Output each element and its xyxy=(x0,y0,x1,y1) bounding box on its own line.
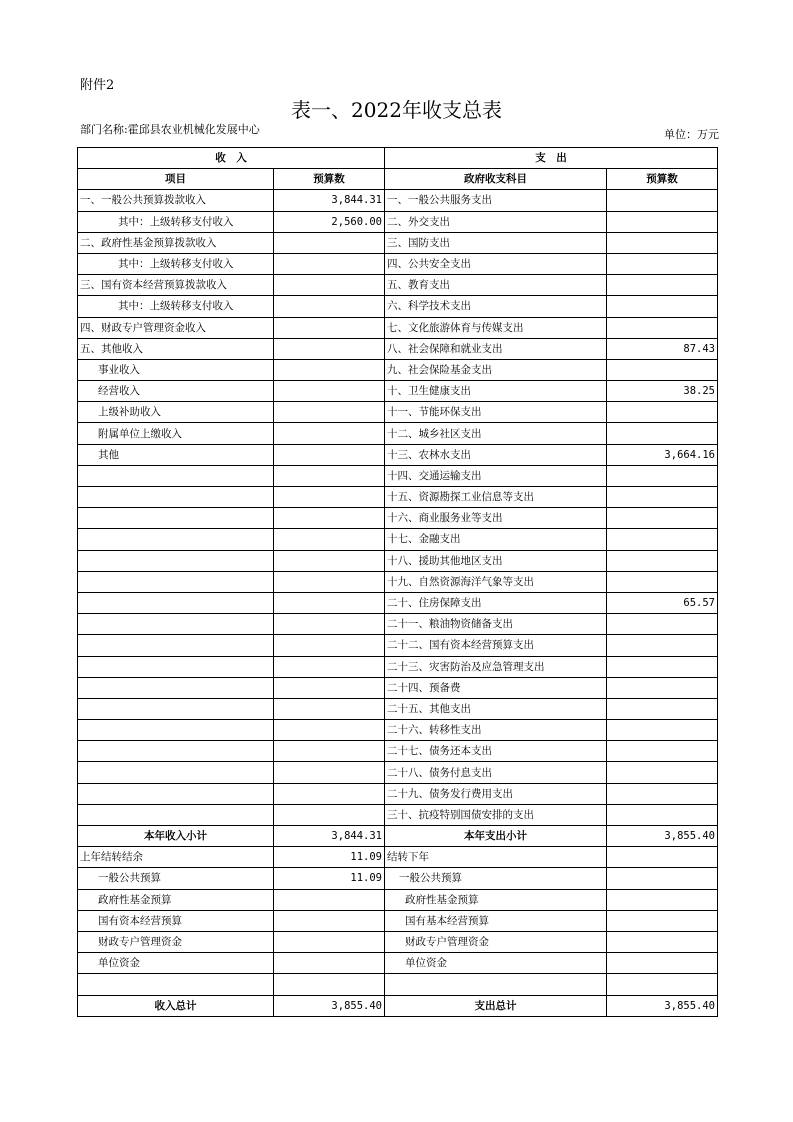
expense-amount xyxy=(607,974,718,995)
table-row xyxy=(78,317,718,338)
table-row xyxy=(78,529,718,550)
income-amount xyxy=(274,614,385,635)
expense-amount xyxy=(607,359,718,380)
col-subject-header: 政府收支科目 xyxy=(385,169,607,190)
carry-row xyxy=(78,847,718,868)
table-row xyxy=(78,465,718,486)
subtotal-row xyxy=(78,826,718,847)
expense-item: 十六、商业服务业等支出 xyxy=(385,508,607,529)
expense-item: 二、外交支出 xyxy=(385,211,607,232)
expense-item: 二十二、国有资本经营预算支出 xyxy=(385,635,607,656)
income-amount xyxy=(274,592,385,613)
expense-amount xyxy=(607,253,718,274)
income-item xyxy=(78,698,274,719)
income-amount xyxy=(274,402,385,423)
income-amount xyxy=(274,338,385,359)
expense-item: 十二、城乡社区支出 xyxy=(385,423,607,444)
expense-item: 二十三、灾害防治及应急管理支出 xyxy=(385,656,607,677)
unit-label: 单位：万元 xyxy=(664,128,719,141)
income-amount xyxy=(274,677,385,698)
expense-item: 十七、金融支出 xyxy=(385,529,607,550)
expense-item: 十一、节能环保支出 xyxy=(385,402,607,423)
expense-item: 本年支出小计 xyxy=(385,826,607,847)
expense-amount xyxy=(607,889,718,910)
table-row xyxy=(78,571,718,592)
expense-item: 十三、农林水支出 xyxy=(385,444,607,465)
expense-amount xyxy=(607,465,718,486)
total-row xyxy=(78,995,718,1016)
income-amount: 2,560.00 xyxy=(274,211,385,232)
income-item xyxy=(78,741,274,762)
expense-amount: 3,855.40 xyxy=(607,826,718,847)
income-item: 国有资本经营预算 xyxy=(78,910,274,931)
income-item: 三、国有资本经营预算拨款收入 xyxy=(78,275,274,296)
income-item xyxy=(78,804,274,825)
income-item xyxy=(78,550,274,571)
table-row xyxy=(78,783,718,804)
income-amount xyxy=(274,296,385,317)
table-row xyxy=(78,720,718,741)
expense-item: 四、公共安全支出 xyxy=(385,253,607,274)
income-item xyxy=(78,465,274,486)
expense-item: 二十九、债务发行费用支出 xyxy=(385,783,607,804)
expense-amount xyxy=(607,275,718,296)
table-row xyxy=(78,635,718,656)
income-item xyxy=(78,762,274,783)
income-item xyxy=(78,508,274,529)
table-row xyxy=(78,296,718,317)
income-amount xyxy=(274,253,385,274)
expense-item: 十、卫生健康支出 xyxy=(385,381,607,402)
expense-item: 财政专户管理资金 xyxy=(385,931,607,952)
expense-amount xyxy=(607,741,718,762)
budget-summary-table xyxy=(77,147,718,1017)
expense-item: 八、社会保障和就业支出 xyxy=(385,338,607,359)
expense-item: 七、文化旅游体育与传媒支出 xyxy=(385,317,607,338)
income-item: 其中：上级转移支付收入 xyxy=(78,253,274,274)
income-item: 收入总计 xyxy=(78,995,274,1016)
income-amount xyxy=(274,783,385,804)
expense-amount xyxy=(607,762,718,783)
expense-amount xyxy=(607,635,718,656)
table-row xyxy=(78,508,718,529)
income-amount xyxy=(274,317,385,338)
expense-amount xyxy=(607,508,718,529)
table-row xyxy=(78,656,718,677)
table-row xyxy=(78,444,718,465)
expense-item: 六、科学技术支出 xyxy=(385,296,607,317)
income-amount xyxy=(274,487,385,508)
income-item: 一般公共预算 xyxy=(78,868,274,889)
expense-amount xyxy=(607,190,718,211)
income-item: 其中：上级转移支付收入 xyxy=(78,296,274,317)
expense-amount xyxy=(607,423,718,444)
income-amount: 3,855.40 xyxy=(274,995,385,1016)
expense-amount xyxy=(607,677,718,698)
expense-amount xyxy=(607,296,718,317)
income-item xyxy=(78,571,274,592)
income-item: 政府性基金预算 xyxy=(78,889,274,910)
income-amount: 11.09 xyxy=(274,847,385,868)
income-item: 本年收入小计 xyxy=(78,826,274,847)
income-amount xyxy=(274,381,385,402)
income-amount xyxy=(274,804,385,825)
table-row xyxy=(78,698,718,719)
income-amount xyxy=(274,423,385,444)
expense-item: 国有基本经营预算 xyxy=(385,910,607,931)
department-name: 部门名称:霍邱县农业机械化发展中心 xyxy=(80,123,260,136)
income-item xyxy=(78,635,274,656)
income-amount: 11.09 xyxy=(274,868,385,889)
carry-row xyxy=(78,974,718,995)
income-amount xyxy=(274,529,385,550)
table-row xyxy=(78,253,718,274)
income-item xyxy=(78,783,274,804)
income-amount xyxy=(274,931,385,952)
expense-item: 二十八、债务付息支出 xyxy=(385,762,607,783)
expense-amount xyxy=(607,847,718,868)
income-item: 上级补助收入 xyxy=(78,402,274,423)
income-amount xyxy=(274,889,385,910)
expense-item: 单位资金 xyxy=(385,953,607,974)
income-item: 一、一般公共预算拨款收入 xyxy=(78,190,274,211)
table-row xyxy=(78,423,718,444)
expense-amount xyxy=(607,317,718,338)
expense-item: 十八、援助其他地区支出 xyxy=(385,550,607,571)
table-row xyxy=(78,614,718,635)
expense-amount xyxy=(607,232,718,253)
expense-amount: 3,664.16 xyxy=(607,444,718,465)
expense-amount xyxy=(607,720,718,741)
expense-item: 二十五、其他支出 xyxy=(385,698,607,719)
expense-item: 结转下年 xyxy=(385,847,607,868)
table-row xyxy=(78,232,718,253)
income-item xyxy=(78,720,274,741)
table-row xyxy=(78,550,718,571)
carry-row xyxy=(78,953,718,974)
expense-amount: 65.57 xyxy=(607,592,718,613)
page-title: 表一、2022年收支总表 xyxy=(291,98,502,122)
income-item: 四、财政专户管理资金收入 xyxy=(78,317,274,338)
table-row xyxy=(78,359,718,380)
table-row xyxy=(78,677,718,698)
income-item: 二、政府性基金预算拨款收入 xyxy=(78,232,274,253)
income-item xyxy=(78,614,274,635)
income-amount xyxy=(274,720,385,741)
income-amount xyxy=(274,741,385,762)
expense-item: 三十、抗疫特别国债安排的支出 xyxy=(385,804,607,825)
income-item: 其中：上级转移支付收入 xyxy=(78,211,274,232)
expense-amount xyxy=(607,614,718,635)
table-row xyxy=(78,741,718,762)
expense-amount xyxy=(607,571,718,592)
income-amount xyxy=(274,762,385,783)
income-amount xyxy=(274,359,385,380)
income-amount xyxy=(274,508,385,529)
table-row xyxy=(78,381,718,402)
income-amount xyxy=(274,953,385,974)
income-amount xyxy=(274,656,385,677)
expense-item: 三、国防支出 xyxy=(385,232,607,253)
income-item: 五、其他收入 xyxy=(78,338,274,359)
expense-item: 一般公共预算 xyxy=(385,868,607,889)
expense-amount xyxy=(607,953,718,974)
expense-amount xyxy=(607,487,718,508)
income-item xyxy=(78,529,274,550)
income-item: 单位资金 xyxy=(78,953,274,974)
income-amount: 3,844.31 xyxy=(274,190,385,211)
col-item-header: 项目 xyxy=(78,169,274,190)
expense-header: 支 出 xyxy=(385,148,718,169)
income-item: 附属单位上缴收入 xyxy=(78,423,274,444)
income-amount xyxy=(274,550,385,571)
expense-amount xyxy=(607,868,718,889)
income-amount xyxy=(274,698,385,719)
table-row xyxy=(78,592,718,613)
income-item xyxy=(78,592,274,613)
table-row xyxy=(78,275,718,296)
col-budget2-header: 预算数 xyxy=(607,169,718,190)
expense-item: 政府性基金预算 xyxy=(385,889,607,910)
expense-item xyxy=(385,974,607,995)
carry-row xyxy=(78,889,718,910)
expense-amount xyxy=(607,550,718,571)
table-row xyxy=(78,211,718,232)
income-item xyxy=(78,974,274,995)
expense-amount: 3,855.40 xyxy=(607,995,718,1016)
table-row xyxy=(78,762,718,783)
expense-amount xyxy=(607,910,718,931)
income-amount xyxy=(274,232,385,253)
income-item xyxy=(78,487,274,508)
expense-item: 二十一、粮油物资储备支出 xyxy=(385,614,607,635)
expense-item: 九、社会保险基金支出 xyxy=(385,359,607,380)
table-row xyxy=(78,487,718,508)
income-amount: 3,844.31 xyxy=(274,826,385,847)
table-row xyxy=(78,804,718,825)
carry-row xyxy=(78,910,718,931)
section-header-row xyxy=(78,148,718,169)
income-item: 其他 xyxy=(78,444,274,465)
expense-amount: 87.43 xyxy=(607,338,718,359)
expense-item: 支出总计 xyxy=(385,995,607,1016)
income-amount xyxy=(274,974,385,995)
income-header: 收 入 xyxy=(78,148,385,169)
expense-item: 十四、交通运输支出 xyxy=(385,465,607,486)
expense-amount xyxy=(607,529,718,550)
income-amount xyxy=(274,444,385,465)
income-item xyxy=(78,656,274,677)
income-item xyxy=(78,677,274,698)
expense-item: 十九、自然资源海洋气象等支出 xyxy=(385,571,607,592)
expense-amount xyxy=(607,804,718,825)
carry-row xyxy=(78,931,718,952)
expense-item: 二十、住房保障支出 xyxy=(385,592,607,613)
expense-amount: 38.25 xyxy=(607,381,718,402)
expense-item: 一、一般公共服务支出 xyxy=(385,190,607,211)
expense-amount xyxy=(607,783,718,804)
expense-item: 十五、资源勘探工业信息等支出 xyxy=(385,487,607,508)
income-item: 经营收入 xyxy=(78,381,274,402)
expense-amount xyxy=(607,656,718,677)
income-item: 事业收入 xyxy=(78,359,274,380)
income-amount xyxy=(274,635,385,656)
income-amount xyxy=(274,465,385,486)
income-amount xyxy=(274,910,385,931)
expense-amount xyxy=(607,211,718,232)
income-item: 上年结转结余 xyxy=(78,847,274,868)
table-row xyxy=(78,190,718,211)
expense-amount xyxy=(607,931,718,952)
expense-item: 五、教育支出 xyxy=(385,275,607,296)
table-row xyxy=(78,402,718,423)
column-header-row xyxy=(78,169,718,190)
col-budget-header: 预算数 xyxy=(274,169,385,190)
carry-row xyxy=(78,868,718,889)
income-item: 财政专户管理资金 xyxy=(78,931,274,952)
attachment-label: 附件2 xyxy=(80,78,115,93)
expense-amount xyxy=(607,698,718,719)
income-amount xyxy=(274,275,385,296)
expense-item: 二十七、债务还本支出 xyxy=(385,741,607,762)
expense-amount xyxy=(607,402,718,423)
income-amount xyxy=(274,571,385,592)
table-row xyxy=(78,338,718,359)
expense-item: 二十四、预备费 xyxy=(385,677,607,698)
expense-item: 二十六、转移性支出 xyxy=(385,720,607,741)
